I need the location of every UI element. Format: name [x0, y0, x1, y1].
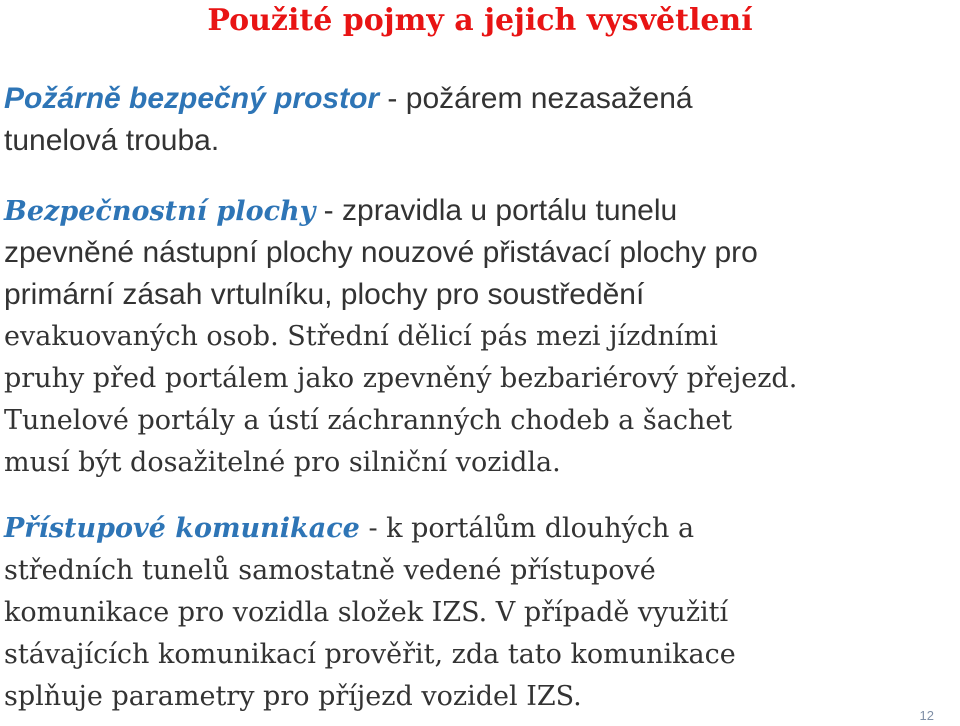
definition-line: zpevněné nástupní plochy nouzové přistávací plochy pro [4, 236, 758, 269]
definition-line: primární zásah vrtulníku, plochy pro soustředění [4, 278, 645, 311]
page-number: 12 [919, 708, 934, 723]
defined-term: Požárně bezpečný prostor [4, 82, 380, 115]
definition-line: stávajících komunikací prověřit, zda tato komunikace [4, 639, 736, 670]
definition-line: evakuovaných osob. Střední dělicí pás mezi jízdními [4, 321, 718, 352]
definition-line [4, 190, 956, 232]
definition-fire-safe-space [4, 78, 956, 162]
definition-text: - zpravidla u portálu tunelu [315, 194, 678, 227]
definition-access-roads [4, 508, 956, 718]
definition-line: středních tunelů samostatně vedené přístupové [4, 555, 656, 586]
definition-line [4, 508, 956, 550]
definition-line [4, 78, 956, 120]
definition-line: musí být dosažitelné pro silniční vozidla. [4, 447, 561, 478]
definition-safety-areas [4, 190, 956, 484]
definition-line: Tunelové portály a ústí záchranných chodeb a šachet [4, 405, 733, 436]
definition-line: pruhy před portálem jako zpevněný bezbariérový přejezd. [4, 363, 798, 394]
defined-term: Přístupové komunikace [4, 513, 360, 544]
slide-title: Použité pojmy a jejich vysvětlení [207, 3, 753, 38]
definition-line: komunikace pro vozidla složek IZS. V případě využití [4, 597, 729, 628]
definition-text: - požárem nezasažená [379, 82, 693, 115]
definition-text: - k portálům dlouhých a [359, 513, 695, 544]
definition-line: tunelová trouba. [4, 124, 220, 157]
defined-term: Bezpečnostní plochy [4, 196, 316, 227]
definition-line: splňuje parametry pro příjezd vozidel IZS. [4, 681, 582, 712]
